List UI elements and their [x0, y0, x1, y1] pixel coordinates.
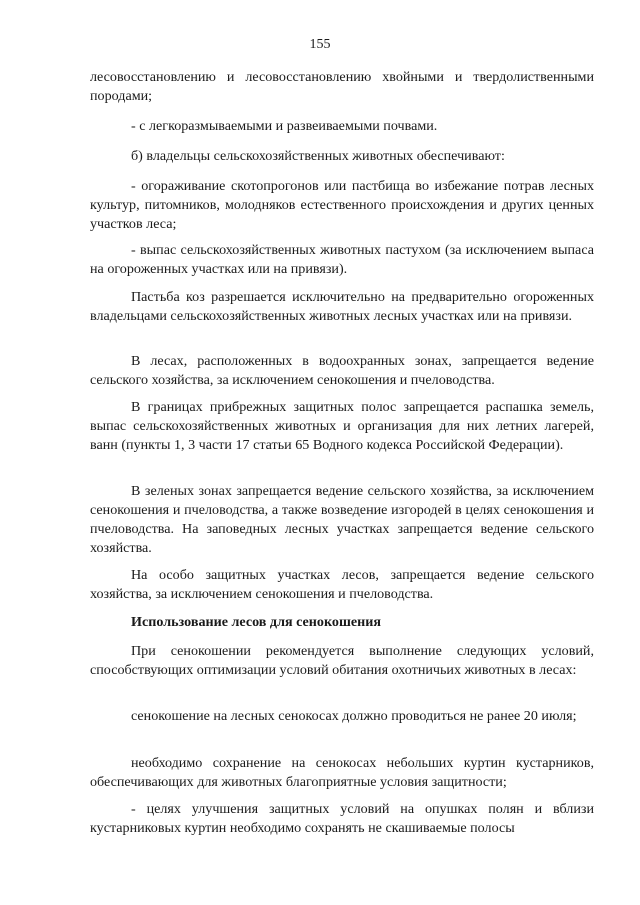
section-heading: Использование лесов для сенокошения	[131, 614, 381, 630]
paragraph-11: При сенокошении рекомендуется выполнение следующих условий, способствующих оптимизации условий обитания охотничьих животных в лесах:	[90, 643, 594, 678]
paragraph-6: Пастьба коз разрешается исключительно на предварительно огороженных владельцами сельскохозяйственных животных лесных участках или на привязи.	[90, 289, 594, 324]
paragraph-12: сенокошение на лесных сенокосах должно проводиться не ранее 20 июля;	[131, 708, 577, 724]
paragraph-14: - целях улучшения защитных условий на опушках полян и вблизи кустарниковых куртин необходимо сохранять не скашиваемые полосы	[90, 801, 594, 836]
paragraph-9: В зеленых зонах запрещается ведение сельского хозяйства, за исключением сенокошения и пчеловодства, а также возведение изгородей в целях сенокошения и пчеловодства. На заповедных лесных участках запрещается ведение сельского хозяйства.	[90, 483, 594, 556]
paragraph-7: В лесах, расположенных в водоохранных зонах, запрещается ведение сельского хозяйства, за исключением сенокошения и пчеловодства.	[90, 353, 594, 388]
paragraph-13: необходимо сохранение на сенокосах небольших куртин кустарников, обеспечивающих для животных благоприятные условия защитности;	[90, 755, 594, 790]
paragraph-5: - выпас сельскохозяйственных животных пастухом (за исключением выпаса на огороженных участках или на привязи).	[90, 242, 594, 277]
paragraph-3: б) владельцы сельскохозяйственных животных обеспечивают:	[131, 148, 505, 164]
paragraph-8: В границах прибрежных защитных полос запрещается распашка земель, выпас сельскохозяйственных животных и организация для них летних лагерей, ванн (пункты 1, 3 части 17 статьи 65 Водного кодекса Российской Федерации).	[90, 399, 594, 453]
page-number: 155	[309, 37, 331, 52]
paragraph-10: На особо защитных участках лесов, запрещается ведение сельского хозяйства, за исключением сенокошения и пчеловодства.	[90, 567, 594, 602]
paragraph-1: лесовосстановлению и лесовосстановлению хвойными и твердолиственными породами;	[90, 69, 594, 104]
paragraph-4: - огораживание скотопрогонов или пастбища во избежание потрав лесных культур, питомников, молодняков естественного происхождения и других ценных участков леса;	[90, 178, 594, 232]
paragraph-2: - с легкоразмываемыми и развеиваемыми почвами.	[131, 118, 438, 134]
